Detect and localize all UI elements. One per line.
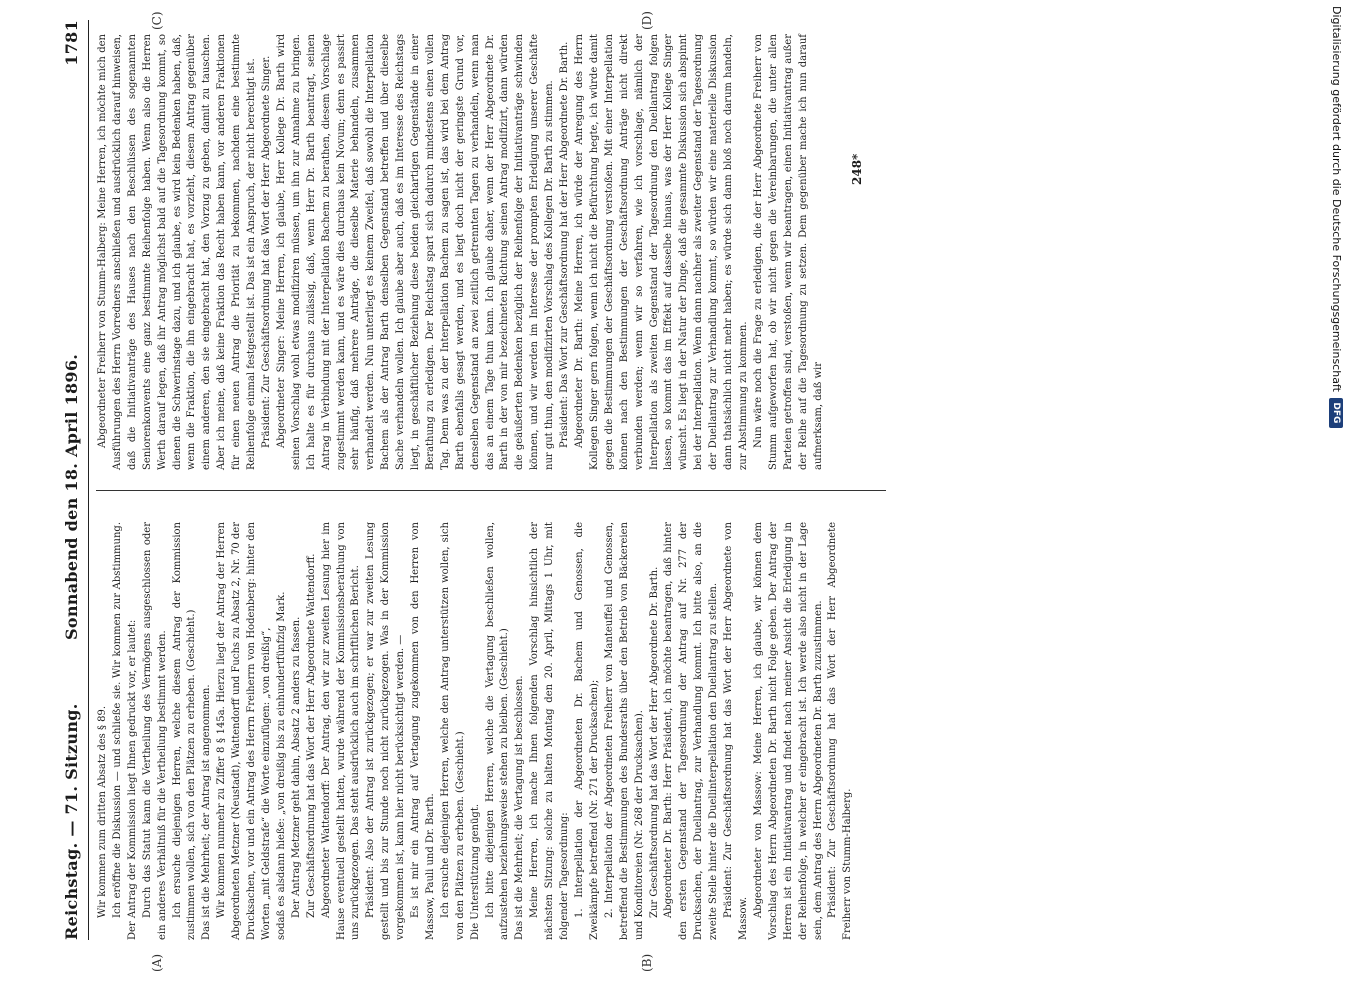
paragraph: Nun wäre noch die Frage zu erledigen, die der Herr Abgeordnete Freiherr von Stumm aufgeworfen hat, ob wir nicht gegen die Vereinbarungen, die unter allen Parteien getroffen sind, verstoßen, wenn wir beantragen, einen Initiativantrag außer der Reihe auf die Tagesordnung zu setzen. Dem gegenüber mache ich nun darauf aufmerksam, daß wir <box>752 34 824 470</box>
dfg-logo-icon: DFG <box>1329 398 1343 428</box>
paragraph: Das ist die Mehrheit; der Antrag ist angenommen. <box>201 684 213 940</box>
credit-strip <box>1323 6 1349 996</box>
agenda-item: 1. Interpellation der Abgeordneten Dr. Bachem und Genossen, die Zweikämpfe betreffend (Nr. 271 der Drucksachen); <box>574 522 600 940</box>
paragraph: Wir kommen nunmehr zu Ziffer 8 § 145a. Hierzu liegt der Antrag der Herren Abgeordneten Metzner (Neustadt), Wattendorff und Fuchs zu Absatz 2, Nr. 70 der Drucksachen, vor und ein Antrag des Herrn Freiherrn von Hodenberg: hinter den Worten „mit Geldstrafe“ die Worte einzufügen: „von dreißig“, <box>216 522 272 940</box>
paragraph: Die Unterstützung genügt. <box>469 803 481 940</box>
paragraph: Der Antrag Metzner geht dahin, Absatz 2 anders zu fassen. <box>290 616 302 918</box>
agenda-item: 2. Interpellation der Abgeordneten Freiherr von Manteuffel und Genossen, betreffend die Bestimmungen des Bundesraths über den Betrieb von Bäckereien und Konditoreien (Nr. 268 der Drucksachen). <box>603 522 645 940</box>
paragraph: Abgeordneter von Massow: Meine Herren, ich glaube, wir können dem Vorschlag des Herrn Abgeordneten Dr. Barth nicht Folge geben. Der Antrag der Herren ist ein Initiativantrag und findet nach meiner Ansicht die Erledigung in der Reihenfolge, in welcher er eingebracht ist. Ich werde also nicht in der Lage sein, dem Antrag des Herrn Abgeordneten Dr. Barth zuzustimmen. <box>752 522 824 940</box>
signature-mark: 248* <box>850 153 864 185</box>
digitization-credit <box>1323 6 1349 996</box>
paragraph: Abgeordneter Wattendorff: Der Antrag, den wir zur zweiten Lesung hier im Hause eventuell gestellt hatten, wurde während der Kommissionsberathung von uns zurückgezogen. Das steht ausdrücklich auch im schriftlichen Bericht. <box>320 522 362 940</box>
margin-marker-b: (B) <box>640 953 654 972</box>
paragraph: sodaß es alsdann hieße: „von dreißig bis zu einhundertfünfzig Mark. <box>275 591 287 940</box>
paragraph: Präsident: Zur Geschäftsordnung hat das Wort der Herr Abgeordnete Singer. <box>260 55 272 448</box>
page-header <box>58 20 89 940</box>
header-left: Reichstag. — 71. Sitzung. <box>62 703 81 940</box>
paragraph: Wir kommen zum dritten Absatz des § 89. <box>97 705 108 918</box>
header-date: Sonnabend den 18. April 1896. <box>62 353 81 640</box>
paragraph: Abgeordneter Singer: Meine Herren, ich glaube, Herr Kollege Dr. Barth wird seinen Vorschlag wohl etwas modifiziren müssen, um ihn zur Annahme zu bringen. Ich halte es für durchaus zulässig, daß, wenn Herr Dr. Barth beantragt, seinen Antrag in Verbindung mit der Interpellation Bachem zu berathen, diesem Vorschlage zugestimmt werden kann, und es wäre dies durchaus kein Novum; denn es passirt sehr häufig, daß mehrere Anträge, die dieselbe Materie behandeln, zusammen verhandelt werden. Nun unterliegt es keinem Zweifel, daß sowohl die Interpellation Bachem als der Antrag Barth denselben Gegenstand betreffen und über dieselbe Sache verhandeln wollen. Ich glaube aber auch, daß es im Interesse des Reichstags liegt, in geschäftlicher Beziehung diese beiden gleichartigen Gegenstände in einer Berathung zu erledigen. Der Reichstag spart sich dadurch mindestens einen vollen Tag. Denn was zu der Interpellation Bachem zu sagen ist, das wird bei dem Antrag Barth ebenfalls gesagt werden, und es liegt doch nicht der geringste Grund vor, denselben Gegenstand an zwei zeitlich getrennten Tagen zu verhandeln, wenn man das an einem Tage thun kann. Ich glaube daher, wenn der Herr Abgeordnete Dr. Barth in der von mir bezeichneten Richtung seinen Antrag modifizirt, dann würden die geäußerten Bedenken bezüglich der Reihenfolge der Initiativanträge schwinden können, und wir werden im Interesse der prompten Erledigung unserer Geschäfte nur gut thun, den modifizirten Vorschlag des Kollegen Dr. Barth zu stimmen. <box>275 34 556 470</box>
credit-text: Digitalisierung gefördert durch die Deutsche Forschungsgemeinschaft <box>1330 6 1343 392</box>
paragraph: Zur Geschäftsordnung hat das Wort der Herr Abgeordnete Dr. Barth. <box>648 566 660 918</box>
paragraph: Ich bitte diejenigen Herren, welche die Vertagung beschließen wollen, aufzustehen beziehungsweise stehen zu bleiben. (Geschieht.) <box>484 522 511 940</box>
paragraph: Abgeordneter Freiherr von Stumm-Halberg: Meine Herren, ich möchte mich den Ausführungen des Herrn Vorredners anschließen und ausdrücklich darauf hinweisen, daß die Initiativanträge des Hauses nach den Beschlüssen des sogenannten Seniorenkonvents eine ganz bestimmte Reihenfolge haben. Wenn also die Herren Werth darauf legen, daß ihr Antrag möglichst bald auf die Tagesordnung kommt, so dienen die Schwerinstage dazu, und ich glaube, es wird kein Bedenken haben, daß, wenn die Fraktion, die ihn eingebracht hat, es vorzieht, diesem Antrag gegenüber einem anderen, den sie eingebracht hat, den Vorzug zu geben, damit zu tauschen. Aber ich meine, daß keine Fraktion das Recht haben kann, vor anderen Fraktionen für einen neuen Antrag die Priorität zu bekommen, nachdem eine bestimmte Reihenfolge einmal festgestellt ist. Das ist ein Anspruch, der nicht berechtigt ist. <box>97 34 258 470</box>
margin-marker-a: (A) <box>150 953 164 972</box>
left-column <box>96 522 856 940</box>
paragraph: Präsident: Das Wort zur Geschäftsordnung hat der Herr Abgeordnete Dr. Barth. <box>559 41 571 448</box>
column-divider <box>96 490 886 491</box>
right-column <box>96 34 826 470</box>
paragraph: Präsident: Zur Geschäftsordnung hat das Wort der Herr Abgeordnete Freiherr von Stumm-Halberg. <box>827 522 854 940</box>
paragraph: Meine Herren, ich mache Ihnen folgenden Vorschlag hinsichtlich der nächsten Sitzung: solche zu halten Montag den 20. April, Mittags 1 Uhr, mit folgender Tagesordnung: <box>529 522 571 940</box>
paragraph: Abgeordneter Dr. Barth: Herr Präsident, ich möchte beantragen, daß hinter den ersten Gegenstand der Tagesordnung der Antrag auf Nr. 277 der Drucksachen, der Duellantrag, zur Verhandlung kommt. Ich bitte also, an die zweite Stelle hinter die Duellinterpellation den Duellantrag zu stellen. <box>663 522 720 940</box>
margin-marker-c: (C) <box>150 11 164 30</box>
page-number: 1781 <box>62 20 81 66</box>
paragraph: Abgeordneter Dr. Barth: Meine Herren, ich würde der Anregung des Herrn Kollegen Singer gern folgen, wenn ich nicht die Befürchtung hegte, ich würde damit gegen die Bestimmungen der Geschäftsordnung verstoßen. Mit einer Interpellation können nach den Bestimmungen der Geschäftsordnung Anträge nicht direkt verbunden werden; wenn wir so verfahren, wie ich vorschlage, nämlich der Interpellation als zweiten Gegenstand der Tagesordnung den Duellantrag folgen lassen, so kommt das im Effekt auf dasselbe hinaus, was der Herr Kollege Singer wünscht. Es liegt in der Natur der Dinge, daß die gesammte Diskussion sich abspinnt bei der Interpellation. Wenn dann nachher als zweiter Gegenstand der Tagesordnung der Duellantrag zur Verhandlung kommt, so würden wir eine materielle Diskussion dann thatsächlich nicht mehr haben; es würde sich dann bloß noch darum handeln, zur Abstimmung zu kommen. <box>574 34 749 470</box>
margin-marker-d: (D) <box>640 11 654 30</box>
paragraph: Ich ersuche diejenigen Herren, welche diesem Antrag der Kommission zustimmen wollen, sich von den Plätzen zu erheben. (Geschieht.) <box>171 522 198 940</box>
paragraph: Das ist die Mehrheit; die Vertagung ist beschlossen. <box>514 675 526 940</box>
paragraph: Ich ersuche diejenigen Herren, welche den Antrag unterstützen wollen, sich von den Plätzen zu erheben. (Geschieht.) <box>439 522 466 940</box>
paragraph: Präsident: Also der Antrag ist zurückgezogen; er war zur zweiten Lesung gestellt und bis zur Stunde noch nicht zurückgezogen. Was in der Kommission vorgekommen ist, kann hier nicht berücksichtigt werden. — <box>365 522 407 940</box>
paragraph: Zur Geschäftsordnung hat das Wort der Herr Abgeordnete Wattendorff. <box>305 553 317 918</box>
paragraph: Präsident: Zur Geschäftsordnung hat das Wort der Herr Abgeordnete von Massow. <box>723 522 749 940</box>
paragraph: Es ist mir ein Antrag auf Vertagung zugekommen von den Herren von Massow, Pauli und Dr. Barth. <box>410 522 436 940</box>
quoted-paragraph: Durch das Statut kann die Vertheilung des Vermögens ausgeschlossen oder ein anderes Verhältniß für die Vertheilung bestimmt werden. <box>141 522 168 940</box>
paragraph: Ich eröffne die Diskussion — und schließe sie. Wir kommen zur Abstimmung. Der Antrag der Kommission liegt Ihnen gedruckt vor, er lautet: <box>111 522 138 940</box>
